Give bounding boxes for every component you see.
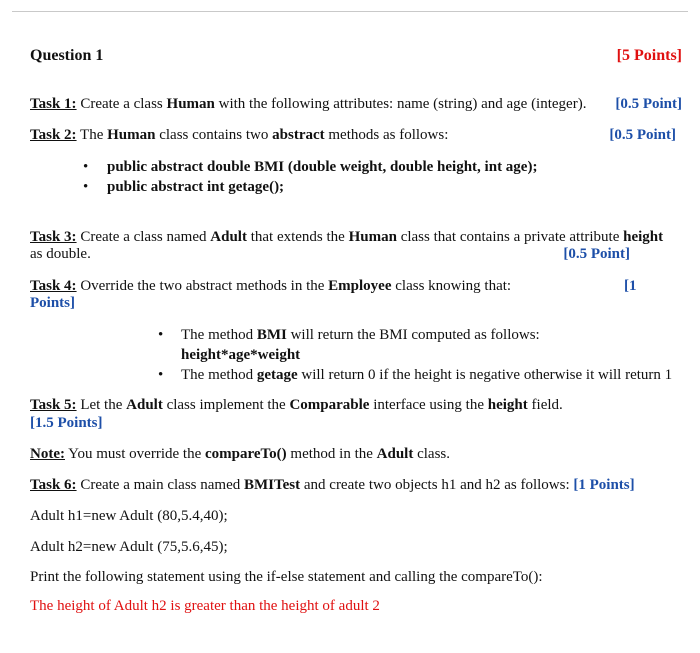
task2-line: Task 2: The Human class contains two abstract methods as follows: bbox=[30, 127, 449, 143]
task1-line: Task 1: Create a class Human with the following attributes: name (string) and age (integer). bbox=[30, 96, 587, 112]
note-line: Note: You must override the compareTo() method in the Adult class. bbox=[30, 446, 451, 462]
code-line-h1: Adult h1=new Adult (80,5.4,40); bbox=[30, 508, 228, 524]
task4-points-a: [1 bbox=[624, 278, 637, 294]
task5-points: [1.5 Points] bbox=[30, 415, 103, 431]
bullet-dot: • bbox=[158, 327, 164, 343]
task5-line: Task 5: Let the Adult class implement the Comparable interface using the height field. bbox=[30, 397, 563, 413]
task2-bullet-2 bbox=[83, 178, 88, 196]
task2-bullet-1 bbox=[83, 158, 88, 176]
note-label: Note: bbox=[30, 446, 65, 462]
task4-label: Task 4: bbox=[30, 278, 77, 294]
bmi-formula: height*age*weight bbox=[181, 347, 301, 363]
task1-points: [0.5 Point] bbox=[615, 96, 682, 112]
bullet-dot: • bbox=[83, 179, 89, 195]
task4-bullet-2 bbox=[158, 366, 163, 384]
question-points: [5 Points] bbox=[616, 47, 682, 64]
print-instruction: Print the following statement using the if-else statement and calling the compareTo(): bbox=[30, 569, 543, 585]
task3-label: Task 3: bbox=[30, 229, 77, 245]
task1-label: Task 1: bbox=[30, 96, 77, 112]
bullet-dot: • bbox=[83, 159, 89, 175]
task6-points: [1 Points] bbox=[573, 477, 635, 493]
task4-bullet-1-text: The method BMI will return the BMI computed as follows: bbox=[181, 327, 540, 343]
task4-points-b: Points] bbox=[30, 295, 75, 311]
task3-line2: as double. bbox=[30, 246, 91, 262]
task6-label: Task 6: bbox=[30, 477, 77, 493]
abstract-method-bmi: public abstract double BMI (double weight, double height, int age); bbox=[107, 159, 538, 175]
task3-line: Task 3: Create a class named Adult that extends the Human class that contains a private attribute height bbox=[30, 229, 664, 245]
task6-line: Task 6: Create a main class named BMITest and create two objects h1 and h2 as follows: [1 Points] bbox=[30, 477, 635, 493]
task3-points: [0.5 Point] bbox=[563, 246, 630, 262]
bullet-dot: • bbox=[158, 367, 164, 383]
abstract-method-getage: public abstract int getage(); bbox=[107, 179, 285, 195]
task5-label: Task 5: bbox=[30, 397, 77, 413]
task2-points: [0.5 Point] bbox=[609, 127, 676, 143]
code-line-h2: Adult h2=new Adult (75,5.6,45); bbox=[30, 539, 228, 555]
task4-bullet-1 bbox=[158, 326, 163, 344]
task4-line: Task 4: Override the two abstract methods in the Employee class knowing that: bbox=[30, 278, 512, 294]
task4-bullet-2-text: The method getage will return 0 if the height is negative otherwise it will return 1 bbox=[181, 367, 673, 383]
top-divider bbox=[12, 11, 688, 12]
question-title: Question 1 bbox=[30, 47, 104, 64]
expected-output: The height of Adult h2 is greater than the height of adult 2 bbox=[30, 598, 380, 614]
task2-label: Task 2: bbox=[30, 127, 77, 143]
